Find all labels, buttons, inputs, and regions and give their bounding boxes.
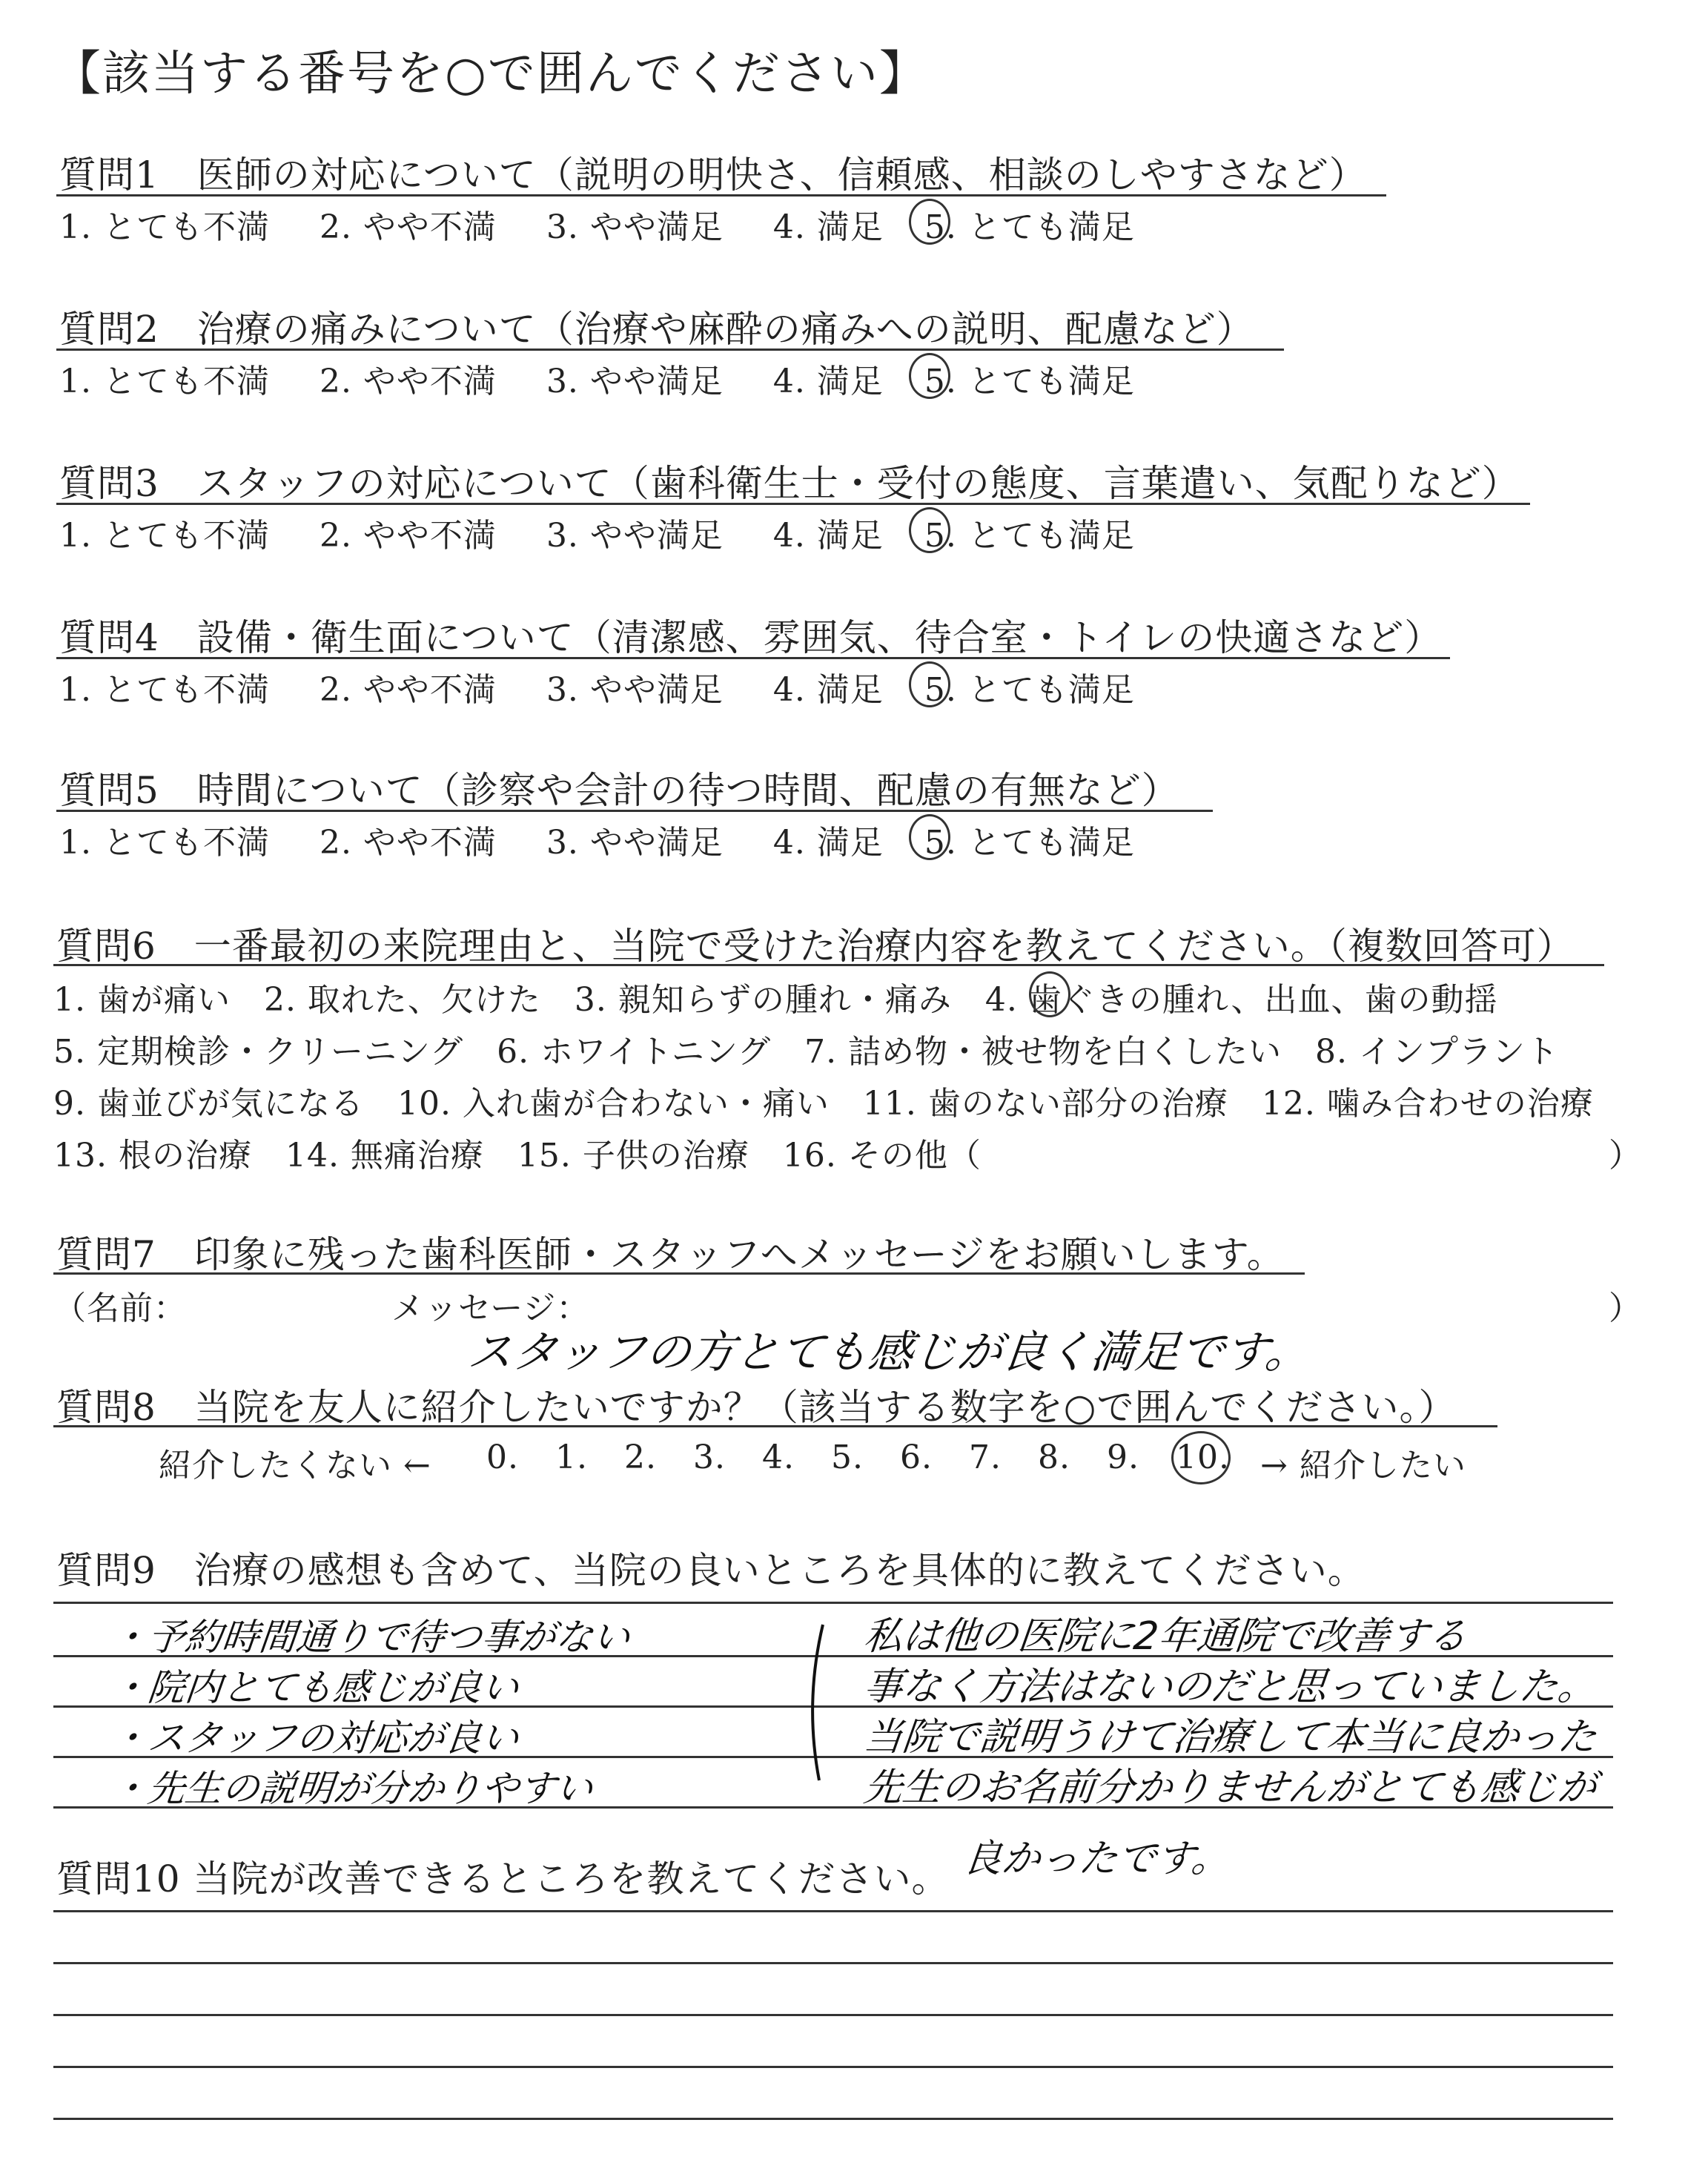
q9-left-answer-3: ・スタッフの対応が良い [108,1717,521,1760]
q4-option-5[interactable]: 5. とても満足 [924,671,1135,709]
q8-selected-circle [1171,1431,1231,1484]
q2-option-4[interactable]: 4. 満足 [772,363,884,400]
q4-option-2[interactable]: 2. やや不満 [319,671,497,709]
q6-options-row-4[interactable]: 13. 根の治療 14. 無痛治療 15. 子供の治療 16. その他（ [53,1137,982,1175]
q9-left-answer-2: ・院内とても感じが良い [108,1666,521,1709]
q1-selected-circle [909,199,950,245]
question-2-label: 質問2 治療の痛みについて（治療や麻酔の痛みへの説明、配慮など） [59,308,1254,351]
q4-selected-circle [909,661,950,707]
q4-option-4[interactable]: 4. 満足 [772,671,884,709]
q3-option-1[interactable]: 1. とても不満 [59,517,270,555]
q8-scale-2[interactable]: 2. [624,1439,657,1476]
question-7-underline [53,1272,1305,1275]
q6-options-row-1[interactable]: 1. 歯が痛い 2. 取れた、欠けた 3. 親知らずの腫れ・痛み 4. 歯ぐきの腫れ、出血、歯の動揺 [53,981,1498,1019]
q9-right-answer-1: 私は他の医院に2年通院で改善する [861,1614,1469,1659]
q8-scale-4[interactable]: 4. [762,1439,795,1476]
q10-line-1 [53,1910,1613,1912]
q10-line-5 [53,2118,1613,2120]
q5-option-3[interactable]: 3. やや満足 [546,824,724,862]
q3-option-5[interactable]: 5. とても満足 [924,517,1135,555]
q2-option-2[interactable]: 2. やや不満 [319,363,497,400]
q9-right-answer-4: 先生のお名前分かりませんがとても感じが [861,1766,1599,1810]
q9-left-answer-4: ・先生の説明が分かりやすい [108,1767,595,1810]
question-9-label: 質問9 治療の感想も含めて、当院の良いところを具体的に教えてください。 [56,1549,1366,1592]
q8-scale-8[interactable]: 8. [1038,1439,1070,1476]
q3-option-3[interactable]: 3. やや満足 [546,517,724,555]
q8-left-label: 紹介したくない ← [159,1447,431,1484]
question-1-label: 質問1 医師の対応について（説明の明快さ、信頼感、相談のしやすさなど） [59,153,1367,196]
q8-right-label: → 紹介したい [1260,1447,1466,1484]
question-2-options [59,354,1135,402]
q5-option-4[interactable]: 4. 満足 [772,824,884,862]
question-3-options [59,509,1135,556]
question-8-label: 質問8 当院を友人に紹介したいですか？（該当する数字を○で囲んでください。） [56,1386,1457,1429]
q8-scale-6[interactable]: 6. [900,1439,933,1476]
q5-option-1[interactable]: 1. とても不満 [59,824,270,862]
question-4-options [59,663,1135,710]
question-5-underline [56,810,1213,812]
q3-option-2[interactable]: 2. やや不満 [319,517,497,555]
q2-option-5[interactable]: 5. とても満足 [924,363,1135,400]
question-3-label: 質問3 スタッフの対応について（歯科衛生士・受付の態度、言葉遣い、気配りなど） [59,462,1520,505]
q5-selected-circle [909,814,950,860]
question-6-underline [53,964,1604,966]
q6-options-row-3[interactable]: 9. 歯並びが気になる 10. 入れ歯が合わない・痛い 11. 歯のない部分の治療 12. 噛み合わせの治療 [53,1085,1594,1123]
q2-option-3[interactable]: 3. やや満足 [546,363,724,400]
q6-options-row-2[interactable]: 5. 定期検診・クリーニング 6. ホワイトニング 7. 詰め物・被せ物を白くしたい 8. インプラント [53,1033,1560,1071]
q1-option-3[interactable]: 3. やや満足 [546,208,724,246]
question-10-label: 質問10 当院が改善できるところを教えてください。 [56,1857,950,1900]
q10-line-3 [53,2014,1613,2016]
q1-option-5[interactable]: 5. とても満足 [924,208,1135,246]
q9-line-1 [53,1602,1613,1604]
question-7-label: 質問7 印象に残った歯科医師・スタッフへメッセージをお願いします。 [56,1233,1285,1276]
q1-option-4[interactable]: 4. 満足 [772,208,884,246]
q7-close-paren: ） [1609,1289,1642,1327]
question-5-options [59,816,1135,863]
q8-scale-3[interactable]: 3. [693,1439,726,1476]
question-8-underline [53,1425,1497,1427]
q1-option-1[interactable]: 1. とても不満 [59,208,270,246]
q10-line-2 [53,1962,1613,1964]
q6-selected-circle [1029,971,1070,1017]
q8-scale-5[interactable]: 5. [831,1439,864,1476]
q5-option-2[interactable]: 2. やや不満 [319,824,497,862]
q4-option-3[interactable]: 3. やや満足 [546,671,724,709]
q8-scale-9[interactable]: 9. [1107,1439,1139,1476]
q8-scale-0[interactable]: 0. [486,1439,519,1476]
q7-handwritten-answer: スタッフの方とても感じが良く満足です。 [465,1327,1313,1378]
q7-message-label: メッセージ： [391,1289,590,1327]
q7-name-label: （名前： [53,1289,187,1327]
q9-right-answer-2: 事なく方法はないのだと思っていました。 [861,1665,1599,1709]
q9-left-answer-1: ・予約時間通りで待つ事がない [108,1616,632,1659]
q3-selected-circle [909,507,950,553]
q1-option-2[interactable]: 2. やや不満 [319,208,497,246]
question-5-label: 質問5 時間について（診察や会計の待つ時間、配慮の有無など） [59,769,1179,812]
q8-scale-7[interactable]: 7. [969,1439,1002,1476]
question-4-underline [56,657,1450,659]
question-1-options [59,200,1135,248]
page-title: 【該当する番号を○で囲んでください】 [53,47,928,102]
question-4-label: 質問4 設備・衛生面について（清潔感、雰囲気、待合室・トイレの快適さなど） [59,616,1443,659]
q10-line-4 [53,2066,1613,2068]
question-1-underline [56,194,1386,196]
q8-scale [486,1439,1245,1476]
question-2-underline [56,349,1284,351]
q4-option-1[interactable]: 1. とても不満 [59,671,270,709]
q5-option-5[interactable]: 5. とても満足 [924,824,1135,862]
q2-selected-circle [909,353,950,399]
q8-scale-1[interactable]: 1. [555,1439,588,1476]
q3-option-4[interactable]: 4. 満足 [772,517,884,555]
q8-scale-10[interactable]: 10. [1176,1439,1230,1476]
q9-right-answer-5: 良かったです。 [961,1837,1233,1881]
q6-other-close-paren: ） [1609,1137,1642,1175]
q9-handwritten-bracket [801,1621,830,1784]
question-6-label: 質問6 一番最初の来院理由と、当院で受けた治療内容を教えてください。（複数回答可） [56,925,1575,968]
q9-right-answer-3: 当院で説明うけて治療して本当に良かった [861,1715,1599,1760]
question-3-underline [56,503,1530,505]
q2-option-1[interactable]: 1. とても不満 [59,363,270,400]
